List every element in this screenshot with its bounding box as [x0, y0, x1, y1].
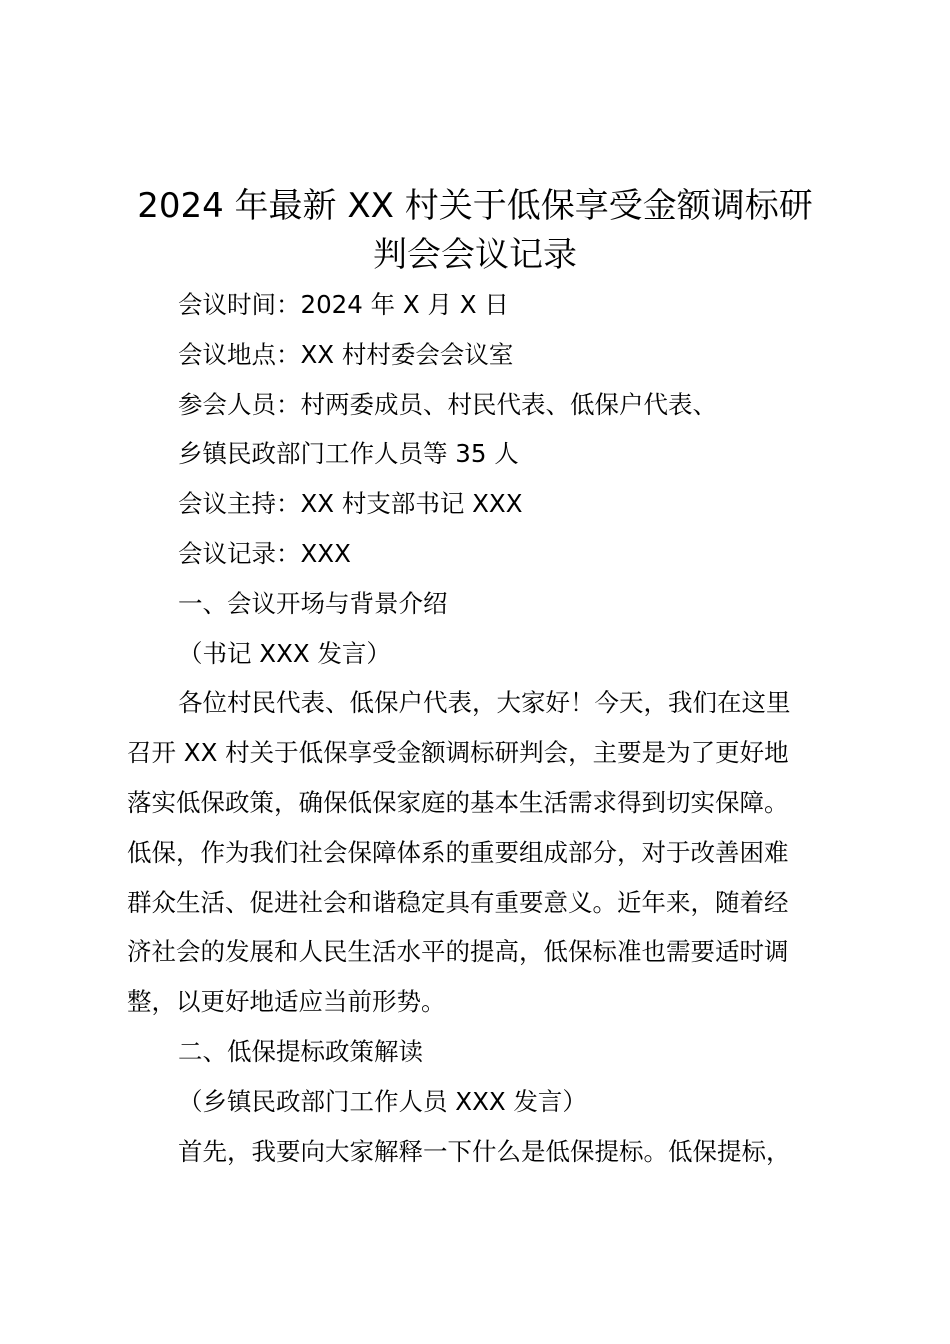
meeting-location: 会议地点：XX 村村委会会议室 — [178, 340, 514, 369]
section-2-paragraph-line: 首先，我要向大家解释一下什么是低保提标。低保提标， — [178, 1137, 791, 1166]
section-1-paragraph-line: 低保，作为我们社会保障体系的重要组成部分，对于改善困难 — [127, 838, 789, 867]
section-1-paragraph-line: 召开 XX 村关于低保享受金额调标研判会，主要是为了更好地 — [127, 738, 789, 767]
meeting-host: 会议主持：XX 村支部书记 XXX — [178, 489, 523, 518]
section-1-heading: 一、会议开场与背景介绍 — [178, 589, 448, 618]
section-1-paragraph-line: 济社会的发展和人民生活水平的提高，低保标准也需要适时调 — [127, 937, 789, 966]
meeting-attendees-line-1: 参会人员：村两委成员、村民代表、低保户代表、 — [178, 390, 717, 419]
meeting-time: 会议时间：2024 年 X 月 X 日 — [178, 290, 509, 319]
meeting-recorder: 会议记录：XXX — [178, 539, 351, 568]
section-2-speaker: （乡镇民政部门工作人员 XXX 发言） — [178, 1087, 587, 1116]
document-title-line-1: 2024 年最新 XX 村关于低保享受金额调标研 — [137, 186, 813, 226]
section-1-speaker: （书记 XXX 发言） — [178, 639, 391, 668]
section-2-heading: 二、低保提标政策解读 — [178, 1037, 423, 1066]
section-1-paragraph-line: 群众生活、促进社会和谐稳定具有重要意义。近年来，随着经 — [127, 888, 789, 917]
section-1-paragraph-line: 整，以更好地适应当前形势。 — [127, 987, 446, 1016]
document-title-line-2: 判会会议记录 — [373, 235, 577, 275]
meeting-attendees-line-2: 乡镇民政部门工作人员等 35 人 — [178, 439, 519, 468]
section-1-paragraph-line: 落实低保政策，确保低保家庭的基本生活需求得到切实保障。 — [127, 788, 789, 817]
section-1-paragraph-line: 各位村民代表、低保户代表，大家好！今天，我们在这里 — [178, 688, 791, 717]
